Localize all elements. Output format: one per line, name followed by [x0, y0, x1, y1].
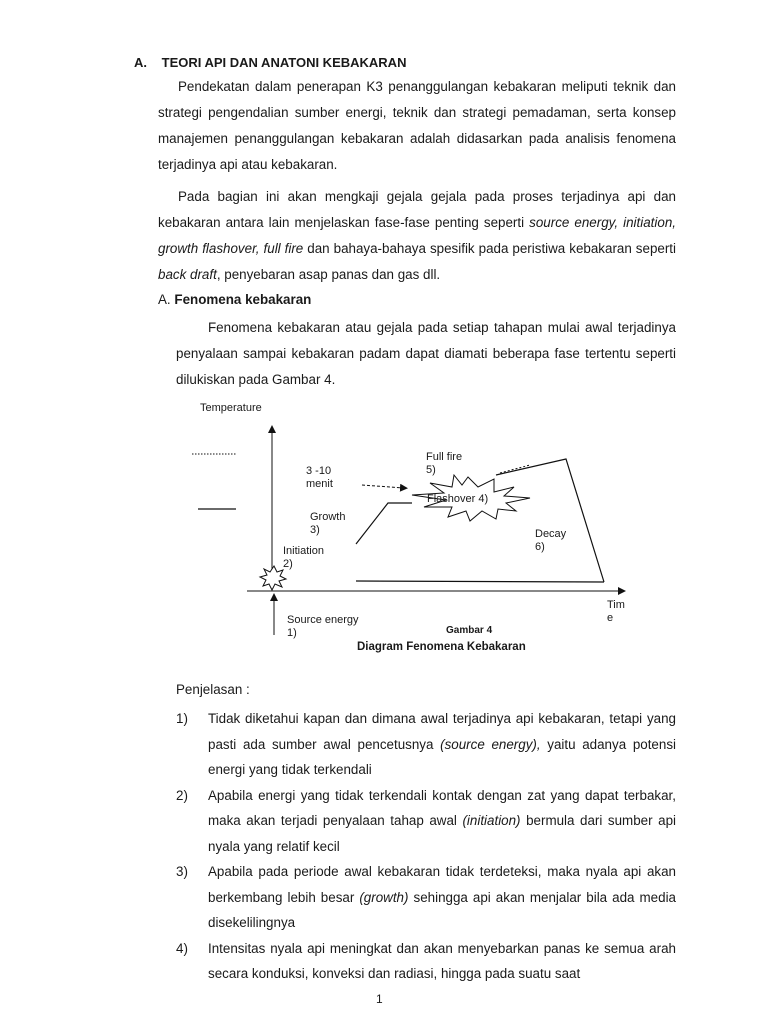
list-text: Apabila pada periode awal kebakaran tidak terdeteksi, maka nyala api akan berkembang lebih besar: [208, 864, 676, 905]
paragraph-text: dan bahaya-bahaya spesifik pada peristiwa kebakaran seperti: [303, 241, 676, 256]
paragraph-fenomena: Fenomena kebakaran atau gejala pada setiap tahapan mulai awal terjadinya penyalaan sampai kebakaran padam dapat diamati beberapa fase tertentu seperti dilukiskan pada Gambar 4.: [176, 320, 676, 387]
label-growth: Growth 3): [310, 511, 346, 536]
list-italic: (initiation): [462, 813, 521, 828]
list-text: bermula dari sumber api nyala yang relatif kecil: [208, 813, 676, 854]
list-number: 4): [176, 940, 188, 956]
list-item: [176, 706, 676, 783]
figure-number: Gambar 4: [446, 625, 493, 636]
list-text: sehingga api akan menjalar bila ada media disekelilingnya: [208, 889, 677, 930]
list-number: 1): [176, 711, 188, 726]
list-item: [176, 859, 676, 936]
label-flashover: Flashover 4): [427, 493, 489, 505]
paragraph-italic-terms: source energy, initiation, growth flashover, full fire: [158, 215, 676, 256]
section-heading: [134, 55, 406, 70]
subsection-number: A.: [158, 292, 171, 307]
list-text: Tidak diketahui kapan dan dimana awal terjadinya api kebakaran, tetapi yang pasti ada sumber awal pencetusnya: [208, 711, 676, 752]
list-text: Intensitas nyala api meningkat dan akan menyebarkan panas ke semua arah secara konduksi, konveksi dan radiasi, hingga pada suatu saat: [208, 940, 676, 981]
paragraph-phases: [158, 184, 676, 288]
growth-line: [356, 503, 412, 544]
list-number: 2): [176, 787, 188, 803]
list-item: [176, 783, 676, 860]
x-axis-label: Tim e: [607, 599, 625, 624]
section-title: TEORI API DAN ANATONI KEBAKARAN: [161, 55, 407, 70]
paragraph-text: , penyebaran asap panas dan gas dll.: [216, 267, 441, 282]
list-item: [176, 936, 676, 987]
label-source-energy: Source energy 1): [287, 614, 359, 639]
figure-caption: Diagram Fenomena Kebakaran: [357, 641, 526, 653]
minutes-arrow: [362, 485, 404, 488]
explanation-list: [176, 706, 676, 987]
page-number: 1: [376, 992, 383, 1006]
subsection-title: Fenomena kebakaran: [174, 292, 312, 307]
paragraph-text: Pada bagian ini akan mengkaji gejala gejala pada proses terjadinya api dan kebakaran antara lain menjelaskan fase-fase penting seperti: [158, 189, 676, 230]
label-full-fire: Full fire 5): [426, 451, 463, 476]
fire-phase-diagram: [0, 395, 768, 665]
list-number: 3): [176, 864, 188, 879]
paragraph-intro: Pendekatan dalam penerapan K3 penanggulangan kebakaran meliputi teknik dan strategi pengendalian sumber energi, teknik dan strategi pemadaman, serta konsep manajemen penanggulangan kebakaran adalah didasarkan pada analisis fenomena terjadinya api atau kebakaran.: [158, 79, 676, 172]
list-text: Apabila energi yang tidak terkendali kontak dengan zat yang dapat terbakar, maka akan terjadi penyalaan tahap awal: [208, 787, 676, 828]
label-initiation: Initiation 2): [283, 545, 324, 570]
label-minutes: 3 -10 menit: [306, 465, 333, 490]
baseline-line: [356, 581, 604, 582]
explanation-label: Penjelasan :: [176, 682, 250, 697]
fullfire-decay-line: [496, 459, 604, 582]
diagram-graphic: [0, 395, 768, 665]
y-axis-label: Temperature: [200, 402, 262, 414]
label-decay: Decay 6): [535, 528, 567, 553]
section-number: A.: [134, 55, 147, 70]
list-italic: (source energy),: [440, 736, 541, 752]
list-text: yaitu adanya potensi energi yang tidak terkendali: [208, 736, 676, 777]
list-italic: (growth): [359, 889, 409, 905]
subsection-heading: [158, 292, 311, 307]
fullfire-dashed: [500, 465, 530, 473]
paragraph-italic-term: back draft: [158, 267, 217, 282]
